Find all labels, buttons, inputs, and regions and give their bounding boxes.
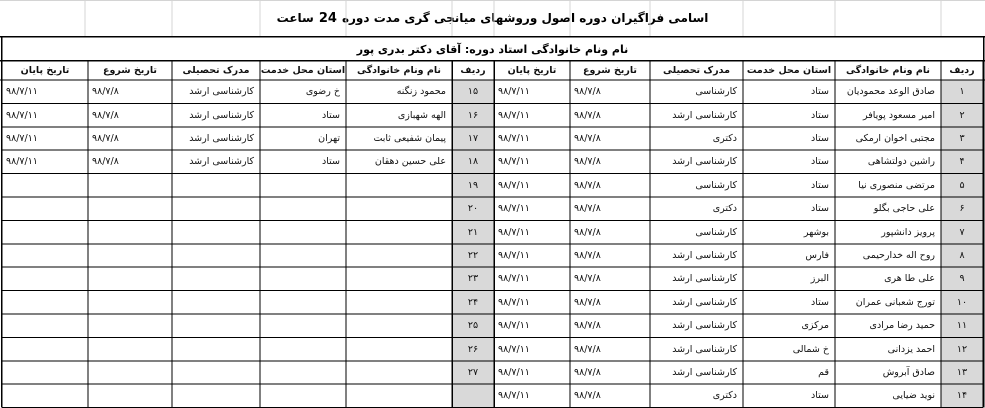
right-row-index-cell[interactable]: ۳ [959,132,965,144]
left-row-index-cell[interactable]: ۱۶ [467,109,479,121]
right-degree-cell[interactable]: کارشناسی ارشد [672,343,737,355]
right-end-date-cell[interactable]: ۹۸/۷/۱۱ [498,226,530,238]
right-start-date-cell[interactable]: ۹۸/۷/۸ [574,86,601,98]
left-degree-cell[interactable]: کارشناسی ارشد [189,156,254,168]
left-degree-cell[interactable]: کارشناسی ارشد [189,109,254,121]
right-start-date-cell[interactable]: ۹۸/۷/۸ [574,109,601,121]
header-left-province[interactable]: استان محل خدمت [260,65,346,76]
right-start-date-cell[interactable]: ۹۸/۷/۸ [574,203,601,215]
title-hours: 24 [318,10,337,26]
right-start-date-cell[interactable]: ۹۸/۷/۸ [574,132,601,144]
left-degree-cell[interactable]: کارشناسی ارشد [189,86,254,98]
right-province-cell[interactable]: البرز [810,273,829,285]
left-full-name-cell[interactable]: علی حسین دهقان [374,156,446,168]
right-degree-cell[interactable]: کارشناسی ارشد [672,156,737,168]
left-end-date-cell[interactable]: ۹۸/۷/۱۱ [6,86,38,98]
right-row-index-cell[interactable]: ۱۲ [956,343,968,355]
left-row-index-cell[interactable]: ۱۷ [467,132,479,144]
right-degree-cell[interactable]: کارشناسی ارشد [672,296,737,308]
left-row-index-cell[interactable]: ۲۵ [467,320,479,332]
right-full-name-cell[interactable]: پرویز دانشپور [881,226,935,238]
right-province-cell[interactable]: ستاد [811,132,829,144]
left-start-date-cell[interactable]: ۹۸/۷/۸ [92,132,119,144]
left-province-cell[interactable]: ستاد [322,109,340,121]
right-degree-cell[interactable]: دکتری [712,390,737,402]
left-row-index-cell[interactable]: ۱۸ [467,156,479,168]
right-row-index-cell[interactable]: ۴ [959,156,965,168]
right-row-index-cell[interactable]: ۵ [959,179,965,191]
right-row-index-cell[interactable]: ۹ [959,273,965,285]
right-end-date-cell[interactable]: ۹۸/۷/۱۱ [498,343,530,355]
right-degree-cell[interactable]: کارشناسی ارشد [672,249,737,261]
left-province-cell[interactable]: خ رضوی [305,86,340,98]
header-left-full-name[interactable]: نام ونام خانوادگی [357,65,441,76]
right-full-name-cell[interactable]: علی طا هری [884,273,935,285]
header-right-end-date[interactable]: تاریخ پایان [507,65,557,76]
right-full-name-cell[interactable]: تورج شعبانی عمران [855,296,935,308]
right-end-date-cell[interactable]: ۹۸/۷/۱۱ [498,203,530,215]
right-full-name-cell[interactable]: روح اله خدارحیمی [862,249,935,261]
right-full-name-cell[interactable]: مرتضی منصوری نیا [858,179,935,191]
left-row-index-cell[interactable]: ۱۵ [467,86,479,98]
right-full-name-cell[interactable]: صادق آبروش [882,366,935,378]
title-prefix: اسامی فراگیران دوره اصول وروشهای میانجی گری مدت دوره [341,11,709,25]
header-right-degree[interactable]: مدرک تحصیلی [662,65,730,76]
left-province-cell[interactable]: تهران [318,132,340,144]
right-end-date-cell[interactable]: ۹۸/۷/۱۱ [498,109,530,121]
right-full-name-cell[interactable]: نوید ضیایی [892,390,935,402]
right-full-name-cell[interactable]: مجتبی اخوان ارمکی [855,132,935,144]
header-right-full-name[interactable]: نام ونام خانوادگی [846,65,930,76]
right-province-cell[interactable]: ستاد [811,156,829,168]
right-degree-cell[interactable]: کارشناسی [695,179,737,191]
left-row-index-cell[interactable]: ۲۶ [467,343,479,355]
right-start-date-cell[interactable]: ۹۸/۷/۸ [574,343,601,355]
left-row-index-cell[interactable]: ۲۲ [467,249,479,261]
right-full-name-cell[interactable]: راشین دولتشاهی [867,156,935,168]
title-suffix: ساعت [276,11,314,25]
header-left-end-date[interactable]: تاریخ پایان [20,65,70,76]
right-province-cell[interactable]: ستاد [811,179,829,191]
right-province-cell[interactable]: ستاد [811,296,829,308]
right-start-date-cell[interactable]: ۹۸/۷/۸ [574,273,601,285]
right-end-date-cell[interactable]: ۹۸/۷/۱۱ [498,132,530,144]
right-province-cell[interactable]: خ شمالی [792,343,829,355]
right-start-date-cell[interactable]: ۹۸/۷/۸ [574,249,601,261]
right-end-date-cell[interactable]: ۹۸/۷/۱۱ [498,366,530,378]
left-full-name-cell[interactable]: محمود زنگنه [396,86,446,98]
left-end-date-cell[interactable]: ۹۸/۷/۱۱ [6,132,38,144]
right-end-date-cell[interactable]: ۹۸/۷/۱۱ [498,320,530,332]
left-row-index-cell[interactable]: ۲۷ [467,366,479,378]
left-province-cell[interactable]: ستاد [322,156,340,168]
right-end-date-cell[interactable]: ۹۸/۷/۱۱ [498,179,530,191]
right-end-date-cell[interactable]: ۹۸/۷/۱۱ [498,273,530,285]
right-full-name-cell[interactable]: امیر مسعود پویافر [862,109,935,121]
right-full-name-cell[interactable]: حمید رضا مرادی [869,320,935,332]
left-row-index-cell[interactable]: ۱۹ [467,179,479,191]
right-degree-cell[interactable]: کارشناسی ارشد [672,366,737,378]
right-degree-cell[interactable]: کارشناسی ارشد [672,273,737,285]
right-province-cell[interactable]: ستاد [811,203,829,215]
right-degree-cell[interactable]: دکتری [712,132,737,144]
right-row-index-cell[interactable]: ۶ [959,203,965,215]
right-full-name-cell[interactable]: صادق الوعد محمودیان [846,86,935,98]
right-full-name-cell[interactable]: احمد یزدانی [887,343,935,355]
right-row-index-cell[interactable]: ۷ [959,226,965,238]
right-degree-cell[interactable]: کارشناسی ارشد [672,320,737,332]
left-row-index-cell[interactable]: ۲۴ [467,296,479,308]
header-left-start-date[interactable]: تاریخ شروع [103,65,157,76]
left-row-index-cell[interactable]: ۲۱ [467,226,479,238]
right-start-date-cell[interactable]: ۹۸/۷/۸ [574,320,601,332]
header-left-row-index[interactable]: ردیف [460,65,486,76]
right-end-date-cell[interactable]: ۹۸/۷/۱۱ [498,296,530,308]
right-start-date-cell[interactable]: ۹۸/۷/۸ [574,226,601,238]
right-start-date-cell[interactable]: ۹۸/۷/۸ [574,296,601,308]
left-start-date-cell[interactable]: ۹۸/۷/۸ [92,109,119,121]
right-province-cell[interactable]: مرکزی [801,320,829,332]
right-row-index-cell[interactable]: ۱۴ [956,390,968,402]
right-province-cell[interactable]: ستاد [811,390,829,402]
header-left-degree[interactable]: مدرک تحصیلی [182,65,250,76]
right-province-cell[interactable]: قم [818,366,829,378]
right-start-date-cell[interactable]: ۹۸/۷/۸ [574,366,601,378]
left-row-index-cell[interactable]: ۲۳ [467,273,479,285]
left-start-date-cell[interactable]: ۹۸/۷/۸ [92,86,119,98]
left-full-name-cell[interactable]: پیمان شفیعی ثابت [373,132,446,144]
right-row-index-cell[interactable]: ۱ [959,86,965,98]
left-degree-cell[interactable]: کارشناسی ارشد [189,132,254,144]
left-full-name-cell[interactable]: الهه شهبازی [397,109,446,121]
right-full-name-cell[interactable]: علی حاجی بگلو [873,203,935,215]
right-start-date-cell[interactable]: ۹۸/۷/۸ [574,390,601,402]
right-row-index-cell[interactable]: ۱۰ [956,296,968,308]
right-degree-cell[interactable]: کارشناسی [695,86,737,98]
right-row-index-cell[interactable]: ۸ [959,249,965,261]
right-row-index-cell[interactable]: ۲ [959,109,965,121]
right-province-cell[interactable]: فارس [805,249,829,261]
right-province-cell[interactable]: بوشهر [803,226,829,238]
right-end-date-cell[interactable]: ۹۸/۷/۱۱ [498,156,530,168]
left-start-date-cell[interactable]: ۹۸/۷/۸ [92,156,119,168]
right-degree-cell[interactable]: کارشناسی [695,226,737,238]
right-end-date-cell[interactable]: ۹۸/۷/۱۱ [498,249,530,261]
header-right-row-index[interactable]: ردیف [949,65,975,76]
right-end-date-cell[interactable]: ۹۸/۷/۱۱ [498,86,530,98]
left-row-index-cell[interactable]: ۲۰ [467,203,479,215]
right-row-index-cell[interactable]: ۱۳ [956,366,968,378]
header-right-province[interactable]: استان محل خدمت [746,65,832,76]
right-start-date-cell[interactable]: ۹۸/۷/۸ [574,179,601,191]
right-degree-cell[interactable]: دکتری [712,203,737,215]
left-end-date-cell[interactable]: ۹۸/۷/۱۱ [6,109,38,121]
header-right-start-date[interactable]: تاریخ شروع [583,65,637,76]
instructor-line: نام ونام خانوادگی استاد دوره: آقای دکتر بدری پور [356,42,629,56]
right-province-cell[interactable]: ستاد [811,109,829,121]
right-row-index-cell[interactable]: ۱۱ [956,320,968,332]
right-start-date-cell[interactable]: ۹۸/۷/۸ [574,156,601,168]
right-province-cell[interactable]: ستاد [811,86,829,98]
right-end-date-cell[interactable]: ۹۸/۷/۱۱ [498,390,530,402]
left-end-date-cell[interactable]: ۹۸/۷/۱۱ [6,156,38,168]
right-degree-cell[interactable]: کارشناسی ارشد [672,109,737,121]
